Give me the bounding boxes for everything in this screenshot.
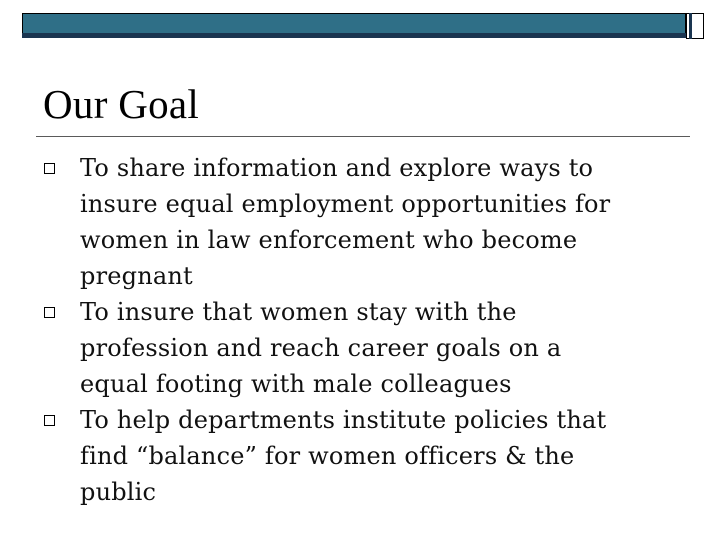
bullet-line: To share information and explore ways to	[80, 154, 594, 182]
bullet-line: public	[80, 478, 157, 506]
header-bar-cap-stripe	[689, 13, 692, 39]
bullet-line: insure equal employment opportunities for	[80, 190, 611, 218]
bullet-item-1	[0, 150, 670, 294]
hollow-square-icon	[44, 163, 55, 174]
hollow-square-icon	[44, 415, 55, 426]
bullet-line: profession and reach career goals on a	[80, 334, 562, 362]
bullet-item-3	[0, 402, 670, 510]
title-divider	[36, 136, 690, 137]
bullet-item-2	[0, 294, 670, 402]
bullet-list	[0, 150, 720, 510]
hollow-square-icon	[44, 307, 55, 318]
bullet-line: equal footing with male colleagues	[80, 370, 512, 398]
bullet-line: find “balance” for women officers & the	[80, 442, 575, 470]
bullet-line: women in law enforcement who become	[80, 226, 578, 254]
slide-title: Our Goal	[43, 81, 200, 127]
bullet-line: pregnant	[80, 262, 193, 290]
header-bar-shadow	[22, 33, 686, 38]
bullet-line: To help departments institute policies that	[80, 406, 607, 434]
bullet-line: To insure that women stay with the	[80, 298, 517, 326]
